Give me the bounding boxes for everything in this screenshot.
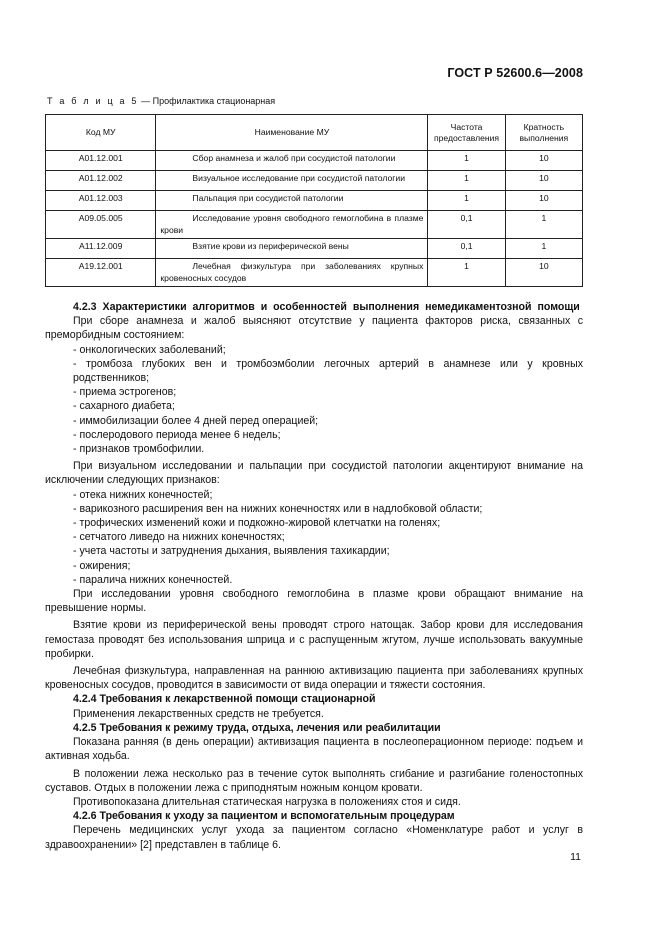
list-item: - трофических изменений кожи и подкожно-жировой клетчатки на голенях; [73, 517, 441, 530]
list-item: - варикозного расширения вен на нижних конечностях или в надлобковой области; [73, 502, 483, 515]
table-row [46, 151, 583, 171]
row-name: Сбор анамнеза и жалоб при сосудистой патологии [156, 151, 428, 171]
row-code: A09.05.005 [46, 211, 156, 239]
row-name: Исследование уровня свободного гемоглобина в плазме крови [156, 211, 428, 239]
paragraph: Применения лекарственных средств не требуется. [73, 707, 324, 720]
section-heading-4-2-3: 4.2.3 Характеристики алгоритмов и особенностей выполнения немедикаментозной помощи [73, 301, 580, 313]
row-frequency: 1 [428, 191, 505, 211]
section-heading-4-2-6: 4.2.6 Требования к уходу за пациентом и вспомогательным процедурам [73, 810, 455, 823]
table-row [46, 259, 583, 287]
paragraph: При сборе анамнеза и жалоб выясняют отсутствие у пациента факторов риска, связанных с преморбидным состоянием: [45, 315, 583, 342]
list-item: - сахарного диабета; [73, 400, 175, 413]
row-frequency: 1 [428, 171, 505, 191]
row-name: Пальпация при сосудистой патологии [156, 191, 428, 211]
standard-number: ГОСТ Р 52600.6—2008 [447, 66, 583, 80]
row-name: Визуальное исследование при сосудистой патологии [156, 171, 428, 191]
list-item: - учета частоты и затруднения дыхания, выявления тахикардии; [73, 545, 390, 558]
table-caption-title: — Профилактика стационарная [138, 96, 276, 106]
row-multiplicity: 10 [505, 171, 582, 191]
services-table [45, 114, 583, 287]
row-multiplicity: 10 [505, 259, 582, 287]
table-header-row [46, 115, 583, 151]
row-code: A01.12.003 [46, 191, 156, 211]
row-frequency: 1 [428, 151, 505, 171]
table-caption-label: Т а б л и ц а 5 [47, 96, 139, 106]
list-item: - послеродового периода менее 6 недель; [73, 428, 281, 441]
list-item: - приема эстрогенов; [73, 386, 177, 399]
section-heading-4-2-5: 4.2.5 Требования к режиму труда, отдыха, лечения или реабилитации [73, 721, 441, 734]
list-item: - ожирения; [73, 559, 131, 572]
row-multiplicity: 1 [505, 239, 582, 259]
row-multiplicity: 10 [505, 151, 582, 171]
list-item: - отека нижних конечностей; [73, 488, 213, 501]
table-caption [47, 96, 275, 106]
table-row [46, 239, 583, 259]
row-name: Лечебная физкультура при заболеваниях крупных кровеносных сосудов [156, 259, 428, 287]
document-body [45, 300, 583, 852]
table-row [46, 211, 583, 239]
paragraph: В положении лежа несколько раз в течение суток выполнять сгибание и разгибание голеностопных суставов. Отдых в положении лежа с приподнятым ножным концом кровати. [45, 767, 583, 794]
row-code: A19.12.001 [46, 259, 156, 287]
list-item: - тромбоза глубоких вен и тромбоэмболии легочных артерий в анамнезе или у кровных родственников; [73, 357, 583, 385]
row-frequency: 0,1 [428, 211, 505, 239]
paragraph: Перечень медицинских услуг ухода за пациентом согласно «Номенклатуре работ и услуг в здравоохранении» [2] представлен в таблице 6. [45, 824, 583, 851]
col-header-code: Код МУ [46, 115, 156, 151]
row-code: A01.12.001 [46, 151, 156, 171]
paragraph: При визуальном исследовании и пальпации при сосудистой патологии акцентируют внимание на исключении следующих признаков: [45, 460, 583, 487]
col-header-frequency: Частота предоставления [428, 115, 505, 151]
col-header-multiplicity: Кратность выполнения [505, 115, 582, 151]
list-item: - признаков тромбофилии. [73, 443, 205, 456]
paragraph: Противопоказана длительная статическая нагрузка в положениях стоя и сидя. [73, 795, 461, 808]
col-header-name: Наименование МУ [156, 115, 428, 151]
list-item: - иммобилизации более 4 дней перед операцией; [73, 414, 319, 427]
list-item: - паралича нижних конечностей. [73, 573, 233, 586]
row-code: A01.12.002 [46, 171, 156, 191]
row-code: A11.12.009 [46, 239, 156, 259]
paragraph: При исследовании уровня свободного гемоглобина в плазме крови обращают внимание на превышение нормы. [45, 588, 583, 615]
table-row [46, 191, 583, 211]
row-multiplicity: 10 [505, 191, 582, 211]
table-row [46, 171, 583, 191]
row-name: Взятие крови из периферической вены [156, 239, 428, 259]
page-number: 11 [570, 851, 581, 863]
list-item: - сетчатого ливедо на нижних конечностях; [73, 531, 285, 544]
section-heading-4-2-4: 4.2.4 Требования к лекарственной помощи стационарной [73, 693, 376, 706]
row-frequency: 1 [428, 259, 505, 287]
paragraph: Показана ранняя (в день операции) активизация пациента в послеоперационном периоде: подъем и активная ходьба. [45, 736, 583, 763]
row-multiplicity: 1 [505, 211, 582, 239]
list-item: - онкологических заболеваний; [73, 343, 226, 356]
paragraph: Взятие крови из периферической вены проводят строго натощак. Забор крови для исследования гемостаза проводят без использования шприца и с распущенным жгутом, лучше использовать вакуумные пробирки. [45, 619, 583, 660]
paragraph: Лечебная физкультура, направленная на раннюю активизацию пациента при заболеваниях крупных кровеносных сосудов, проводится в зависимости от вида операции и тяжести состояния. [45, 665, 583, 692]
row-frequency: 0,1 [428, 239, 505, 259]
